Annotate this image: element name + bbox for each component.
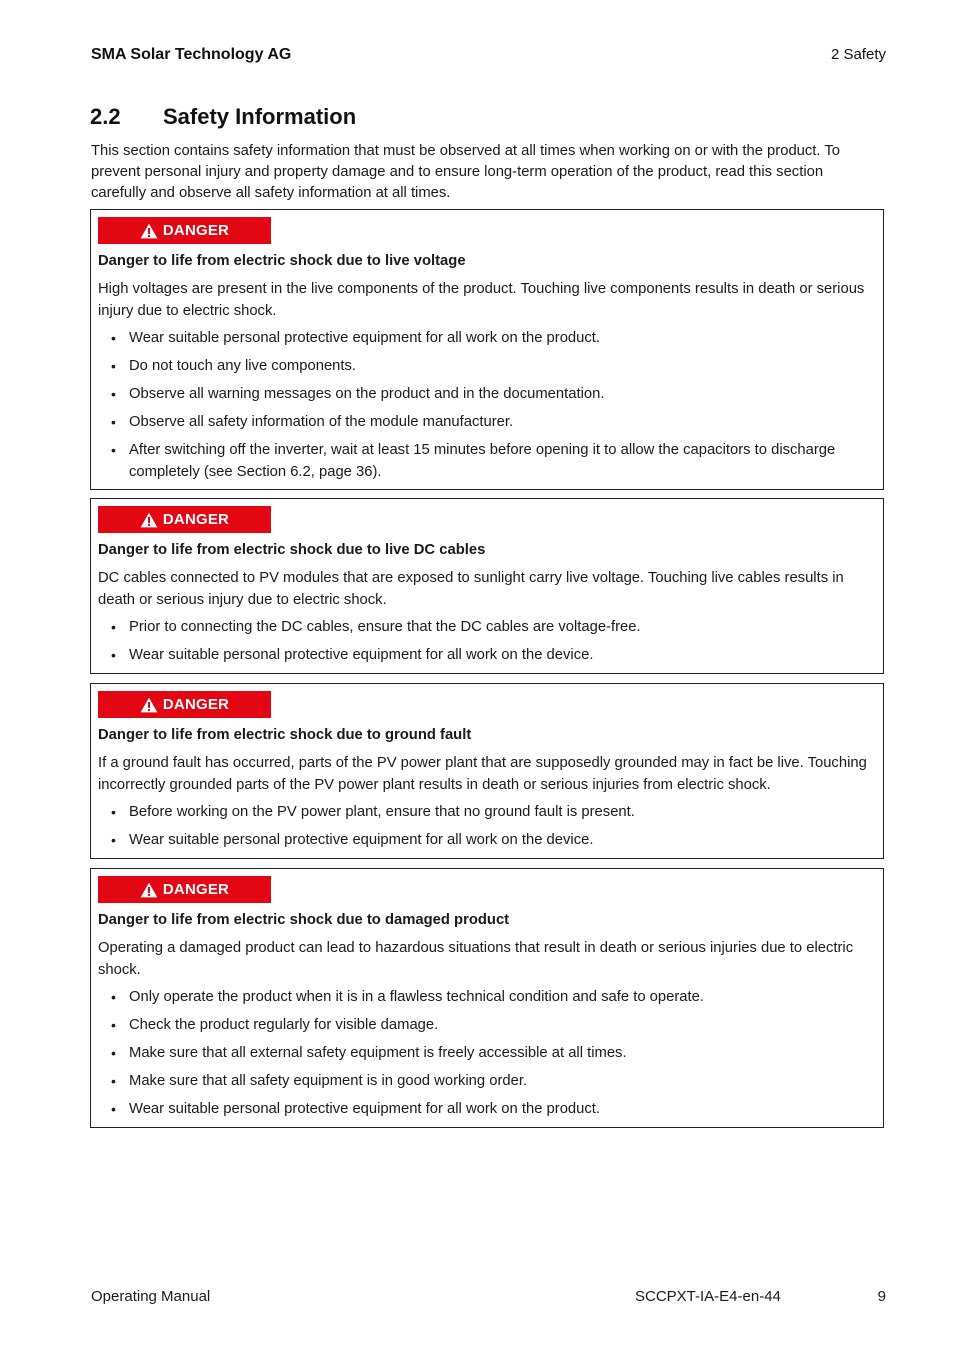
bullet-icon: •: [111, 1101, 116, 1117]
danger-description: DC cables connected to PV modules that are exposed to sunlight carry live voltage. Touching live cables results in death or serious injury due to electric shock.: [98, 570, 844, 608]
precaution-item: [98, 328, 875, 350]
precaution-item: [98, 440, 875, 483]
precaution-text: Prior to connecting the DC cables, ensure that the DC cables are voltage-free.: [129, 619, 641, 635]
precaution-text: Wear suitable personal protective equipment for all work on the device.: [129, 832, 594, 848]
section-title: [90, 104, 356, 130]
bullet-icon: •: [111, 647, 116, 663]
warning-triangle-icon: [140, 697, 158, 713]
danger-title: Danger to life from electric shock due to live DC cables: [98, 542, 486, 558]
section-number: 2.2: [90, 104, 121, 129]
bullet-icon: •: [111, 1045, 116, 1061]
precaution-list: [98, 617, 875, 667]
danger-badge: [98, 217, 271, 244]
danger-badge: [98, 506, 271, 533]
precaution-item: [98, 1099, 875, 1121]
danger-label: DANGER: [162, 222, 230, 239]
bullet-icon: •: [111, 1017, 116, 1033]
section-title-text: Safety Information: [163, 104, 357, 129]
precaution-list: [98, 802, 875, 852]
precaution-text: Make sure that all external safety equipment is freely accessible at all times.: [129, 1045, 627, 1061]
precaution-text: Make sure that all safety equipment is in good working order.: [129, 1073, 528, 1089]
precaution-text: After switching off the inverter, wait at least 15 minutes before opening it to allow the capacitors to discharge completely (see Section 6.2, page 36).: [129, 442, 836, 480]
precaution-text: Observe all warning messages on the product and in the documentation.: [129, 386, 605, 402]
precaution-text: Before working on the PV power plant, ensure that no ground fault is present.: [129, 804, 635, 820]
danger-label: DANGER: [162, 511, 230, 528]
precaution-text: Do not touch any live components.: [129, 358, 357, 374]
danger-badge: [98, 876, 271, 903]
footer-manual-label: Operating Manual: [91, 1288, 211, 1305]
precaution-item: [98, 356, 875, 378]
danger-box: [90, 498, 884, 674]
precaution-item: [98, 802, 875, 824]
precaution-item: [98, 1043, 875, 1065]
bullet-icon: •: [111, 804, 116, 820]
bullet-icon: •: [111, 358, 116, 374]
warning-triangle-icon: [140, 223, 158, 239]
precaution-list: [98, 328, 875, 483]
precaution-item: [98, 645, 875, 667]
bullet-icon: •: [111, 330, 116, 346]
precaution-item: [98, 830, 875, 852]
chapter-label: 2 Safety: [830, 46, 886, 63]
danger-box: [90, 209, 884, 490]
precaution-item: [98, 1015, 875, 1037]
bullet-icon: •: [111, 619, 116, 635]
precaution-text: Wear suitable personal protective equipment for all work on the product.: [129, 1101, 601, 1117]
danger-description: If a ground fault has occurred, parts of the PV power plant that are supposedly grounded may in fact be live. Touching incorrectly grounded parts of the PV power plant results in death or serious injuries from electric shock.: [98, 755, 867, 793]
precaution-text: Check the product regularly for visible damage.: [129, 1017, 439, 1033]
precaution-text: Observe all safety information of the module manufacturer.: [129, 414, 514, 430]
danger-box: [90, 868, 884, 1128]
page-number: 9: [877, 1288, 886, 1305]
intro-paragraph: This section contains safety information that must be observed at all times when working on or with the product. To prevent personal injury and property damage and to ensure long-term operation of the product, read this section carefully and observe all safety information at all times.: [91, 143, 840, 201]
precaution-text: Wear suitable personal protective equipment for all work on the device.: [129, 647, 594, 663]
bullet-icon: •: [111, 1073, 116, 1089]
precaution-item: [98, 412, 875, 434]
danger-badge: [98, 691, 271, 718]
bullet-icon: •: [111, 832, 116, 848]
danger-description: High voltages are present in the live components of the product. Touching live components results in death or serious injury due to electric shock.: [98, 281, 865, 319]
danger-box: [90, 683, 884, 859]
warning-triangle-icon: [140, 882, 158, 898]
bullet-icon: •: [111, 414, 116, 430]
precaution-text: Only operate the product when it is in a flawless technical condition and safe to operate.: [129, 989, 704, 1005]
bullet-icon: •: [111, 442, 116, 458]
danger-label: DANGER: [162, 696, 230, 713]
danger-title: Danger to life from electric shock due to ground fault: [98, 727, 472, 743]
bullet-icon: •: [111, 989, 116, 1005]
danger-description: Operating a damaged product can lead to hazardous situations that result in death or serious injuries due to electric shock.: [98, 940, 854, 978]
precaution-list: [98, 987, 875, 1121]
precaution-item: [98, 384, 875, 406]
company-name: SMA Solar Technology AG: [91, 46, 292, 63]
danger-title: Danger to life from electric shock due to damaged product: [98, 912, 510, 928]
bullet-icon: •: [111, 386, 116, 402]
precaution-item: [98, 987, 875, 1009]
warning-triangle-icon: [140, 512, 158, 528]
danger-label: DANGER: [162, 881, 230, 898]
precaution-item: [98, 1071, 875, 1093]
precaution-item: [98, 617, 875, 639]
precaution-text: Wear suitable personal protective equipment for all work on the product.: [129, 330, 601, 346]
danger-title: Danger to life from electric shock due to live voltage: [98, 253, 466, 269]
footer-doc-id: SCCPXT-IA-E4-en-44: [635, 1288, 781, 1305]
